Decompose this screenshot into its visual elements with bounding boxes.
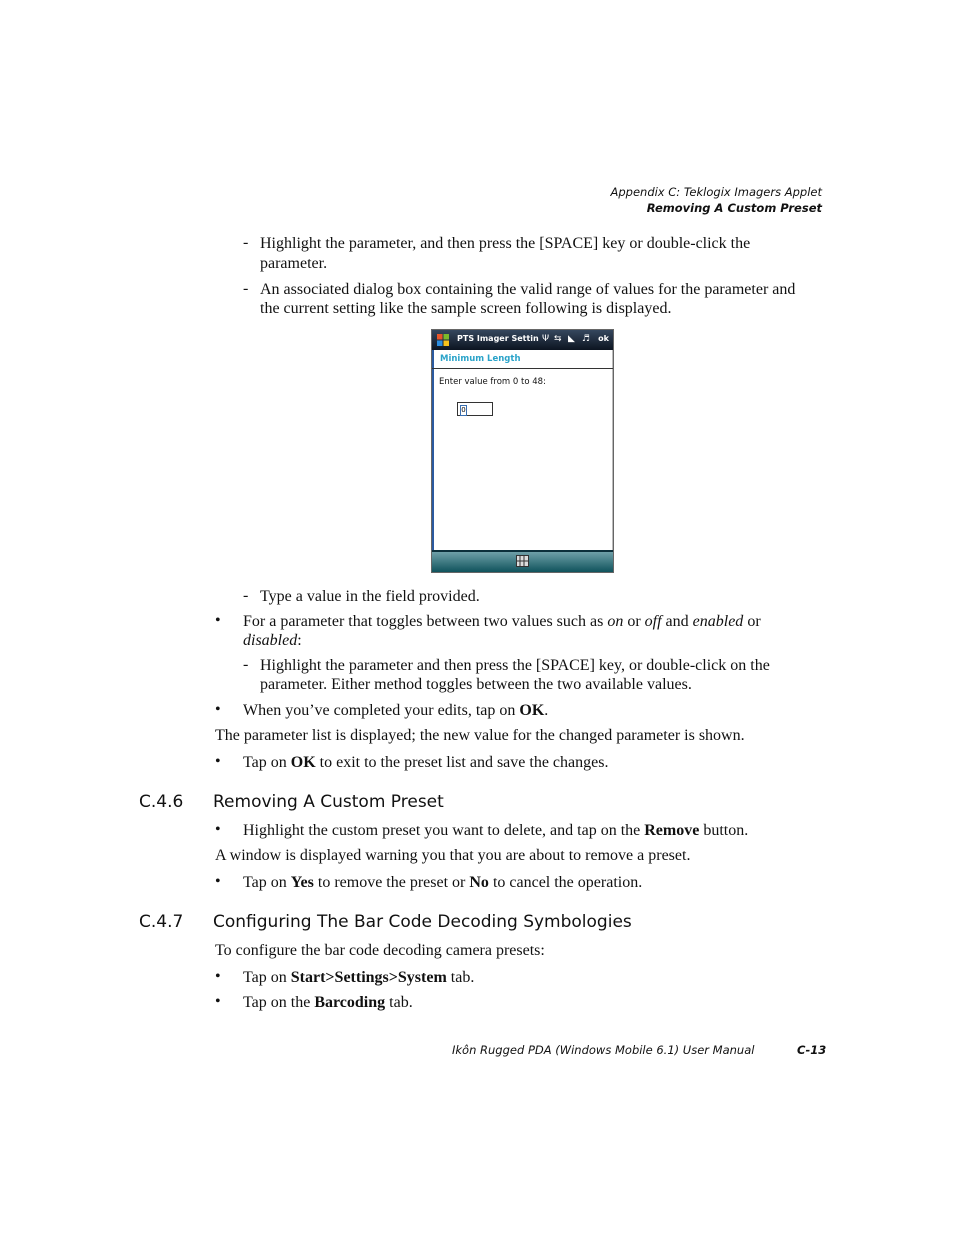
text-run: When you’ve completed your edits, tap on (243, 702, 520, 719)
title-bar (432, 330, 613, 350)
paragraph: To configure the bar code decoding camera presets: (215, 942, 545, 959)
text-run: or (743, 613, 761, 630)
text-run: OK (290, 754, 316, 771)
window-title: PTS Imager Settin (457, 334, 539, 343)
tap-ok-bullet (243, 753, 608, 772)
right-frame (612, 350, 613, 550)
text-run: enabled (692, 613, 744, 630)
text-run: Yes (290, 874, 314, 891)
bullet-marker: • (215, 701, 221, 718)
running-header-chapter: Appendix C: Teklogix Imagers Applet (610, 185, 822, 199)
completed-bullet (243, 701, 548, 720)
footer-manual-title: Ikôn Rugged PDA (Windows Mobile 6.1) User Manual (452, 1043, 755, 1057)
text-run: to remove the preset or (313, 874, 470, 891)
keyboard-icon[interactable] (516, 555, 529, 567)
bottom-menu-bar (432, 550, 613, 572)
ok-button[interactable]: ok (598, 334, 609, 343)
dialog-subtitle: Minimum Length (440, 354, 521, 364)
text-run: : (297, 632, 302, 649)
text-run: tab. (446, 969, 475, 986)
step-text: parameter. Either method toggles between the two available values. (260, 676, 692, 693)
dash-marker: - (243, 280, 249, 297)
windows-start-icon (436, 333, 450, 347)
running-header-section: Removing A Custom Preset (646, 201, 822, 215)
text-run: button. (699, 822, 749, 839)
step-text: Highlight the parameter and then press the [SPACE] key, or double-click on the (260, 657, 770, 674)
text-run: tab. (385, 994, 413, 1011)
text-run: For a parameter that toggles between two values such as (243, 613, 608, 630)
device-screenshot (431, 329, 614, 573)
text-run: to exit to the preset list and save the changes. (315, 754, 609, 771)
step-text: Highlight the parameter, and then press the [SPACE] key or double-click the (260, 235, 751, 252)
yes-no-bullet (243, 873, 642, 892)
bullet-marker: • (215, 873, 221, 890)
sync-arrows-icon: ⇆ (554, 334, 562, 344)
bullet-marker: • (215, 993, 221, 1010)
text-run: Tap on the (243, 994, 315, 1011)
input-value: 0 (461, 406, 466, 414)
page-number: C-13 (797, 1043, 827, 1057)
range-prompt: Enter value from 0 to 48: (439, 377, 546, 387)
signal-icon: ◣ (568, 334, 575, 344)
section-heading: Removing A Custom Preset (213, 792, 444, 812)
paragraph: A window is displayed warning you that you are about to remove a preset. (215, 847, 691, 864)
bullet-marker: • (215, 612, 221, 629)
start-settings-bullet (243, 968, 474, 987)
barcoding-bullet (243, 993, 413, 1012)
antenna-icon: Ψ (542, 334, 550, 344)
text-run: Remove (644, 822, 700, 839)
text-run: disabled (243, 632, 298, 649)
text-run: off (644, 613, 662, 630)
dash-marker: - (243, 234, 249, 251)
dash-marker: - (243, 587, 249, 604)
paragraph: The parameter list is displayed; the new value for the changed parameter is shown. (215, 727, 745, 744)
step-text: An associated dialog box containing the valid range of values for the parameter and (260, 281, 796, 298)
left-frame (432, 350, 434, 550)
toggle-bullet-line1 (243, 612, 761, 631)
step-text: the current setting like the sample screen following is displayed. (260, 300, 672, 317)
bullet-marker: • (215, 821, 221, 838)
value-input[interactable] (457, 402, 493, 416)
text-run: No (469, 874, 489, 891)
text-run: Highlight the custom preset you want to delete, and tap on the (243, 822, 645, 839)
toggle-bullet-line2 (243, 631, 302, 650)
dash-marker: - (243, 656, 249, 673)
text-run: or (623, 613, 645, 630)
bullet-marker: • (215, 753, 221, 770)
speaker-icon: ♬ (582, 334, 591, 344)
step-text: parameter. (260, 255, 328, 272)
remove-bullet (243, 821, 748, 840)
text-run: . (544, 702, 549, 719)
text-run: to cancel the operation. (488, 874, 643, 891)
step-text: Type a value in the field provided. (260, 588, 480, 605)
bullet-marker: • (215, 968, 221, 985)
subtitle-separator (432, 368, 613, 369)
text-run: Tap on (243, 969, 291, 986)
text-run: and (661, 613, 693, 630)
section-number: C.4.7 (139, 912, 184, 932)
section-number: C.4.6 (139, 792, 184, 812)
text-run: Tap on (243, 754, 291, 771)
text-run: Tap on (243, 874, 291, 891)
text-run: on (607, 613, 624, 630)
section-heading: Configuring The Bar Code Decoding Symbologies (213, 912, 632, 932)
text-run: OK (519, 702, 545, 719)
text-run: Start>Settings>System (290, 969, 447, 986)
text-run: Barcoding (314, 994, 386, 1011)
